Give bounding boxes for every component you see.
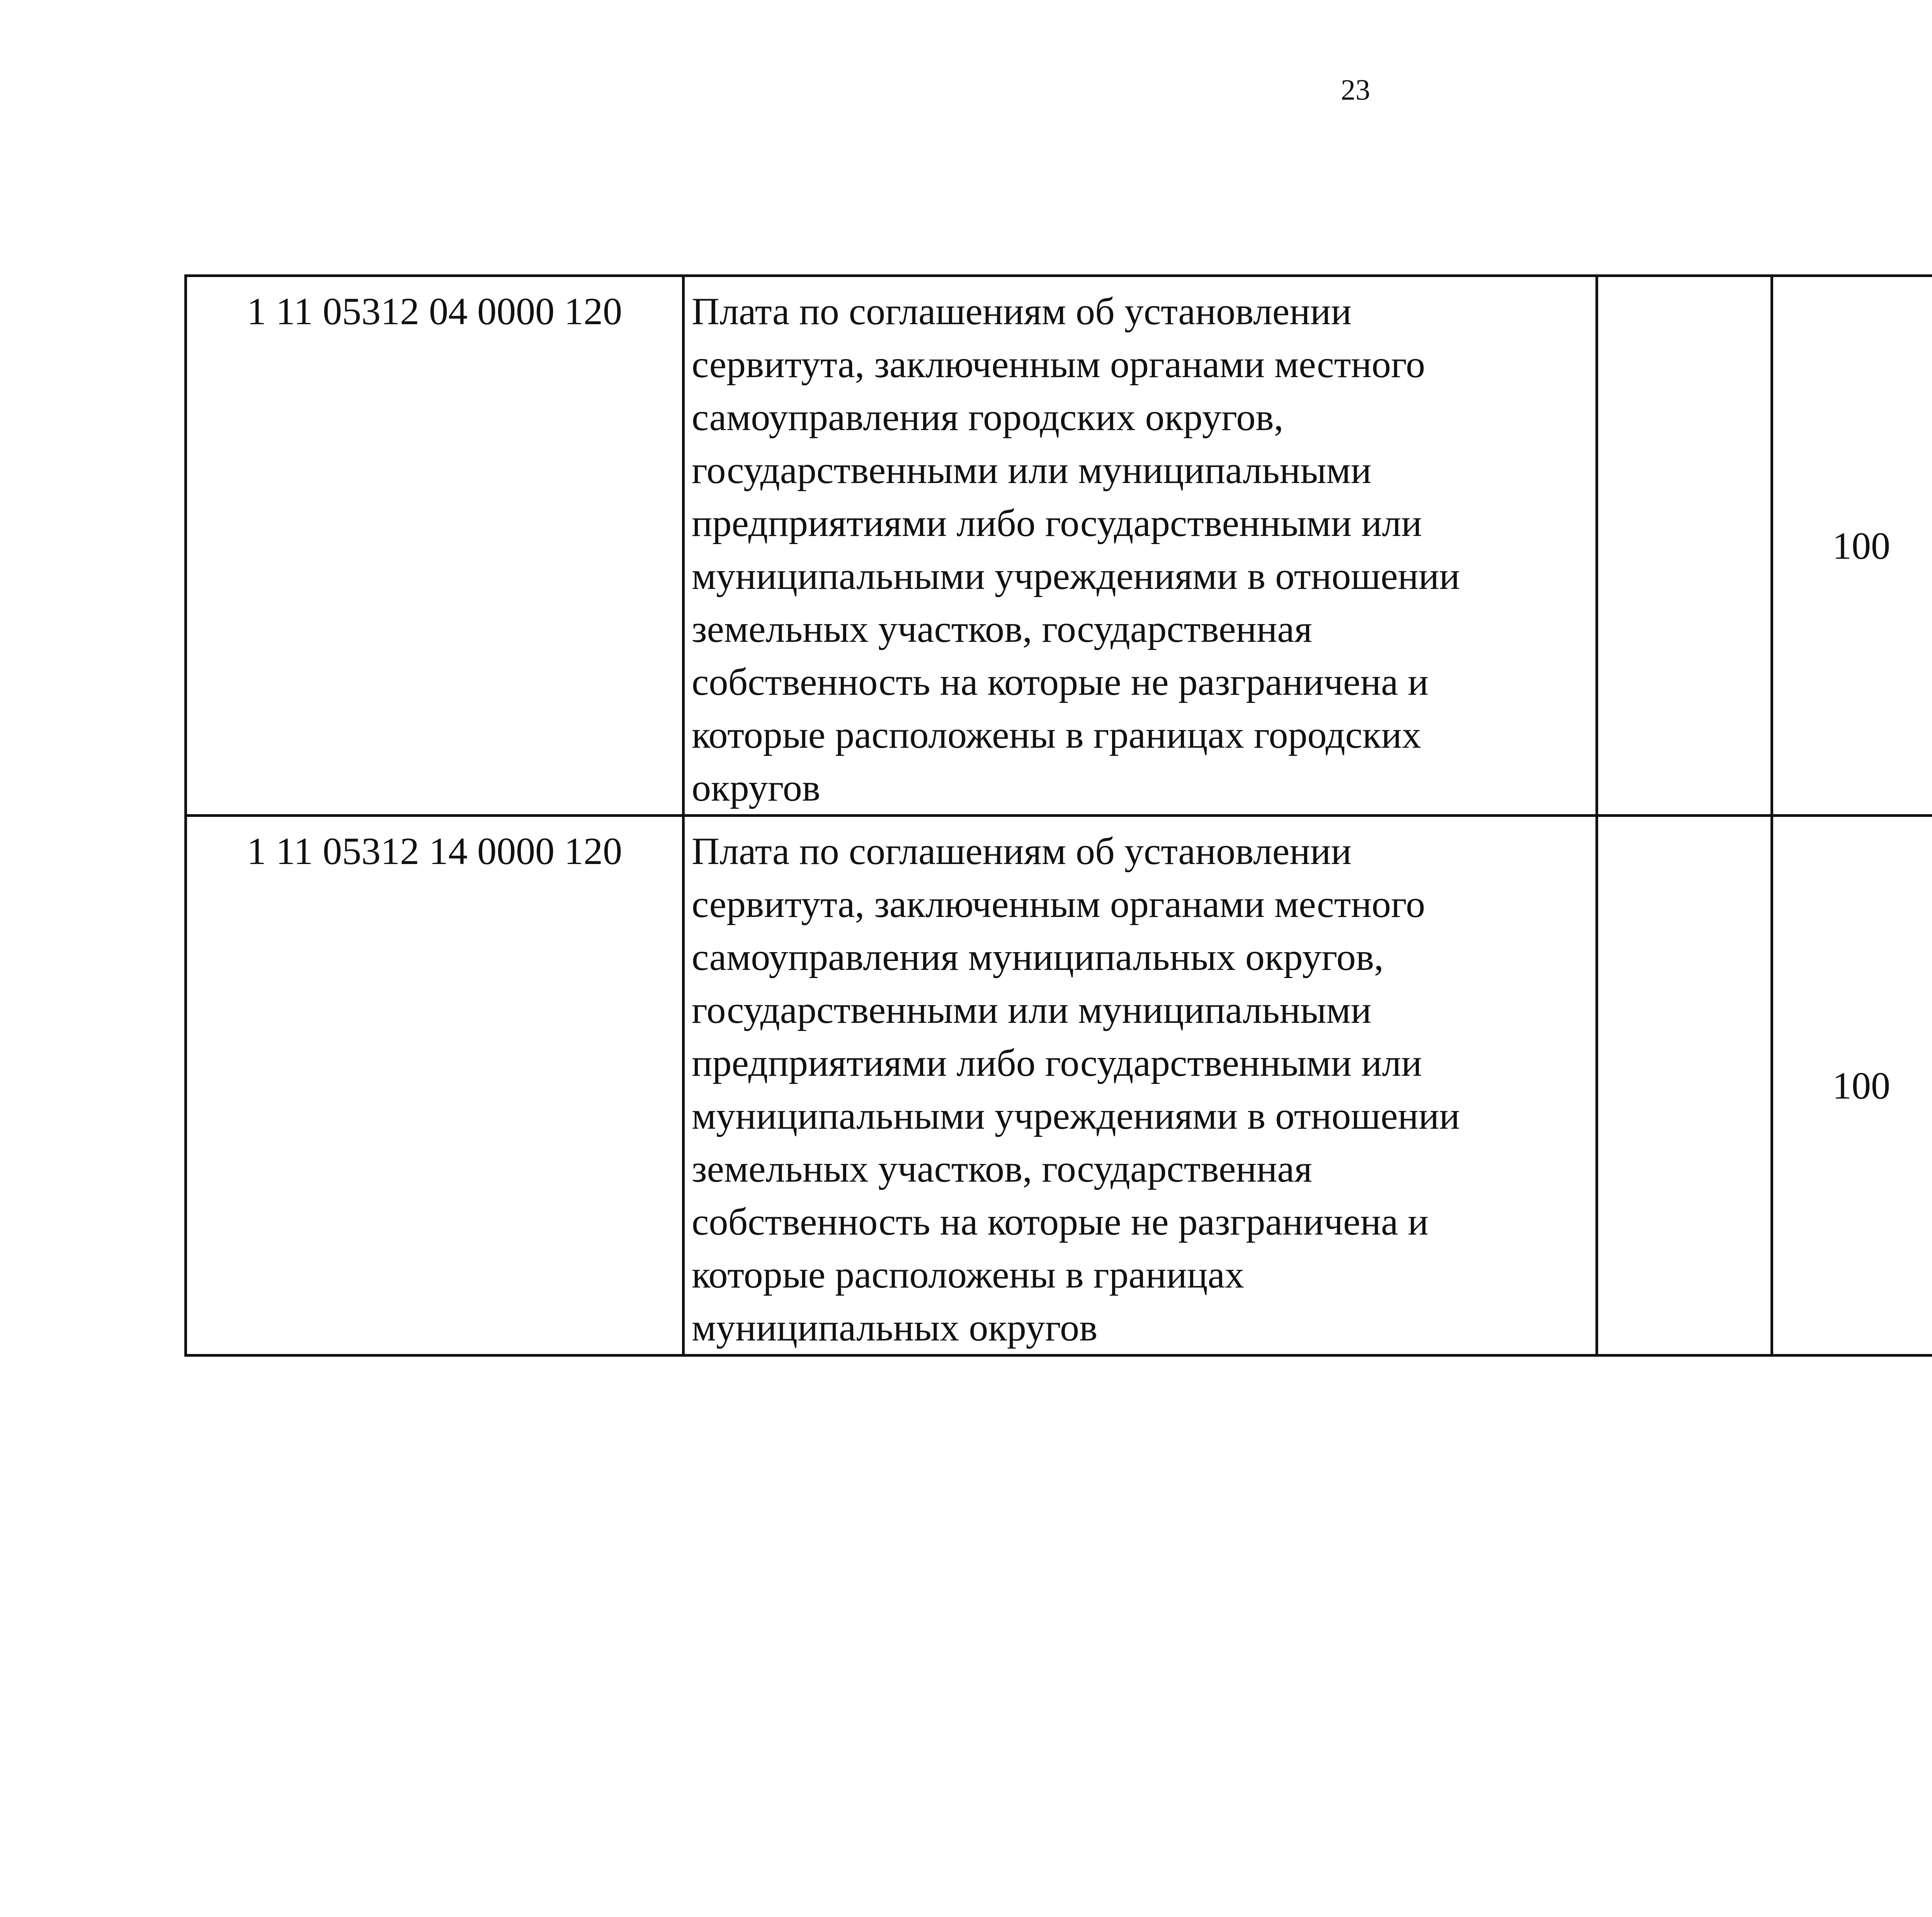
revenue-name-line: Плата по соглашениям об установлении	[692, 830, 1352, 873]
revenue-name-line: предприятиями либо государственными или	[692, 1041, 1422, 1084]
revenue-name-line: земельных участков, государственная	[692, 607, 1312, 650]
revenue-name-line: сервитута, заключенным органами местного	[692, 883, 1425, 925]
revenue-name-line: муниципальными учреждениями в отношении	[692, 1094, 1460, 1137]
revenue-name-cell	[684, 276, 1597, 816]
revenue-name-line: которые расположены в границах	[692, 1253, 1244, 1296]
revenue-name-line: сервитута, заключенным органами местного	[692, 343, 1425, 386]
revenue-name-line: предприятиями либо государственными или	[692, 502, 1422, 544]
revenue-name-line: собственность на которые не разграничена и	[692, 660, 1429, 703]
column-4-cell: 100	[1772, 276, 1932, 816]
revenue-name-line: муниципальных округов	[692, 1306, 1098, 1349]
revenue-name-line: государственными или муниципальными	[692, 449, 1372, 492]
revenue-name-line: которые расположены в границах городских	[692, 713, 1421, 756]
budget-code-cell: 1 11 05312 04 0000 120	[186, 276, 684, 816]
revenue-table	[184, 274, 1932, 1357]
table-row	[186, 276, 1932, 816]
revenue-name-line: самоуправления муниципальных округов,	[692, 936, 1384, 978]
revenue-name-cell	[684, 816, 1597, 1356]
revenue-name-line: земельных участков, государственная	[692, 1147, 1312, 1190]
page-number: 23	[1341, 74, 1370, 106]
column-3-cell	[1597, 816, 1772, 1356]
budget-code-cell: 1 11 05312 14 0000 120	[186, 816, 684, 1356]
revenue-name-line: Плата по соглашениям об установлении	[692, 290, 1352, 333]
column-3-cell	[1597, 276, 1772, 816]
revenue-name-line: муниципальными учреждениями в отношении	[692, 555, 1460, 597]
revenue-name-line: собственность на которые не разграничена и	[692, 1200, 1429, 1243]
revenue-name-line: государственными или муниципальными	[692, 988, 1372, 1031]
revenue-name-line: самоуправления городских округов,	[692, 396, 1284, 439]
column-4-cell: 100	[1772, 816, 1932, 1356]
revenue-name-line: округов	[692, 766, 821, 809]
table-row	[186, 816, 1932, 1356]
